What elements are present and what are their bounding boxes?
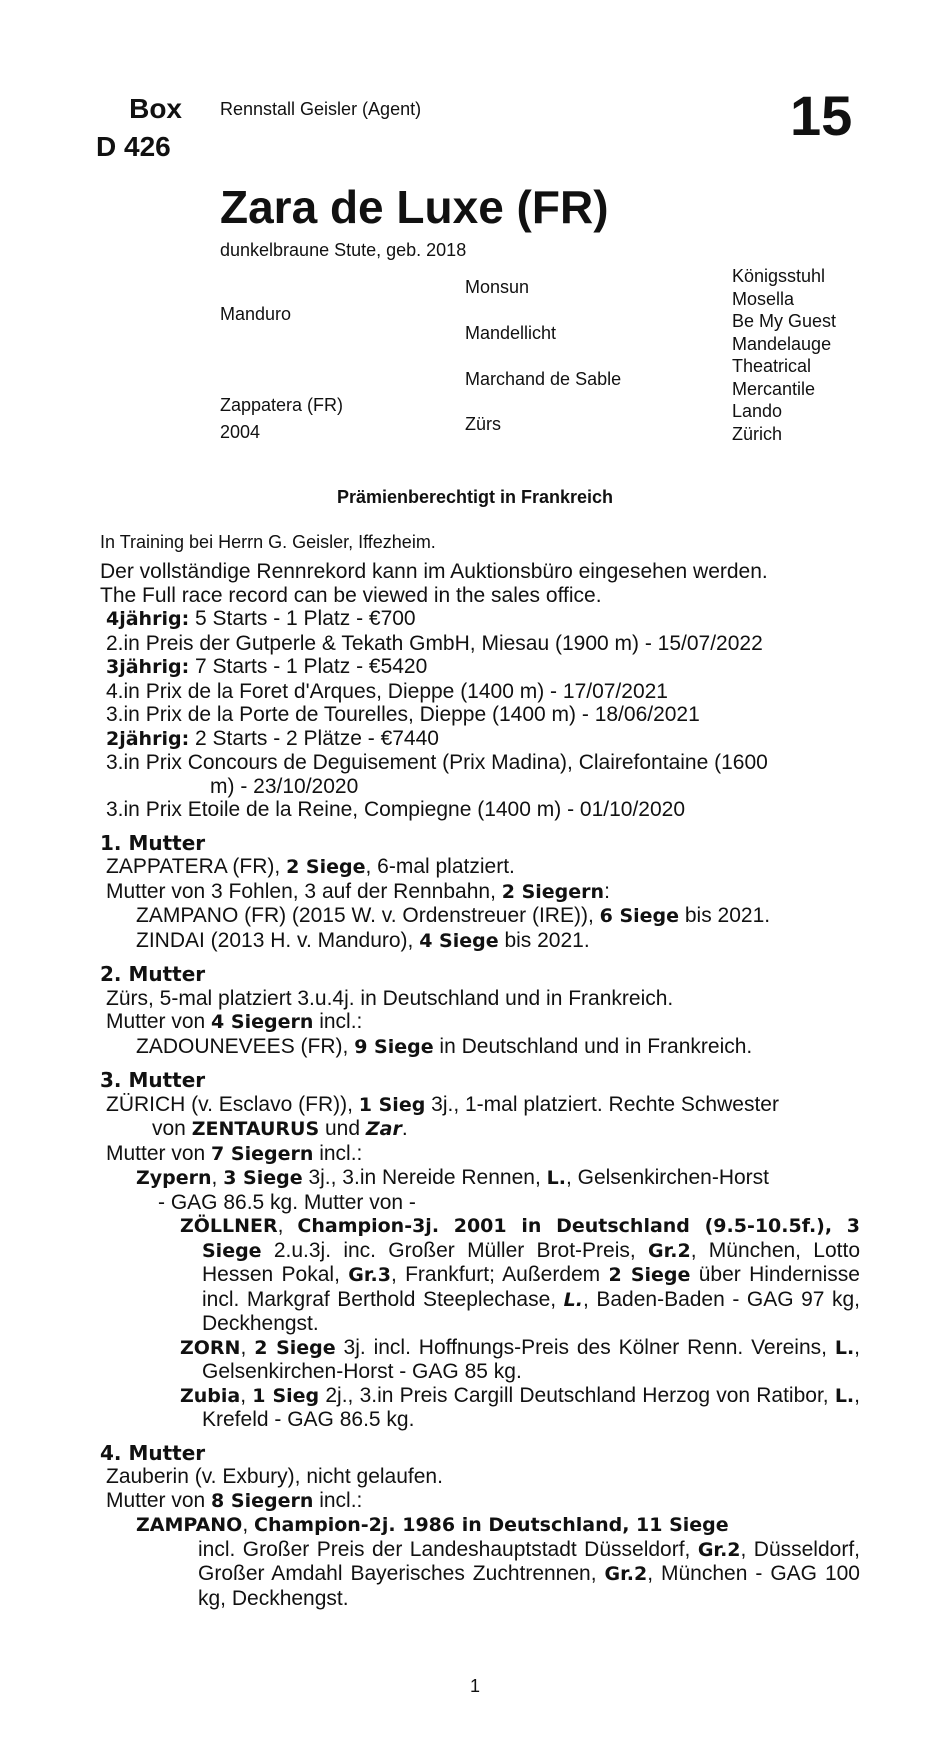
dam3-line: Mutter von 7 Siegern incl.: <box>106 1141 363 1165</box>
pedigree-great-grandparent: Theatrical <box>732 356 812 376</box>
pedigree-great-grandparent: Mandelauge <box>732 334 832 354</box>
year-4-summary: 4jährig: 5 Starts - 1 Platz - €700 <box>106 607 416 630</box>
pedigree-great-grandparent: Lando <box>732 401 783 421</box>
pedigree-dam-year: 2004 <box>220 422 261 442</box>
dam1-progeny: ZINDAI (2013 H. v. Manduro), 4 Siege bis 2021. <box>136 928 590 952</box>
dam1-line: ZAPPATERA (FR), 2 Siege, 6-mal platziert. <box>106 855 515 878</box>
dam3-line: von ZENTAURUS und Zar. <box>152 1117 408 1140</box>
year-3-summary: 3jährig: 7 Starts - 1 Platz - €5420 <box>106 655 428 678</box>
dam1-line: Mutter von 3 Fohlen, 3 auf der Rennbahn, 2 Siegern: <box>106 879 610 903</box>
dam2-line: Mutter von 4 Siegern incl.: <box>106 1010 363 1033</box>
pedigree-grandparent: Zürs <box>465 414 501 434</box>
race-line: 2.in Preis der Gutperle & Tekath GmbH, Miesau (1900 m) - 15/07/2022 <box>106 631 763 655</box>
lot-number: 15 <box>790 84 853 147</box>
dam4-progeny-zampano: ZAMPANO, Champion-2j. 1986 in Deutschland, 11 Siege <box>136 1513 729 1536</box>
dam3-progeny-zypern: Zypern, 3 Siege 3j., 3.in Nereide Rennen, L., Gelsenkirchen-Horst <box>136 1166 770 1189</box>
box-number: D 426 <box>96 131 171 162</box>
pedigree-great-grandparent: Zürich <box>732 424 783 444</box>
dam1-heading: 1. Mutter <box>100 830 206 855</box>
race-line: 3.in Prix de la Porte de Tourelles, Dieppe (1400 m) - 18/06/2021 <box>106 703 700 726</box>
horse-description: dunkelbraune Stute, geb. 2018 <box>220 240 467 260</box>
dam3-progeny-zoellner: ZÖLLNER, Champion-3j. 2001 in Deutschland (9.5-10.5f.), 3 Siege 2.u.3j. inc. Großer Müller Brot-Preis, Gr.2, München, Lotto Hessen Pokal, Gr.3, Frankfurt; Außerdem 2 Siege über Hindernisse incl. Markgraf Berthold Steeplechase, L., Baden-Baden - GAG 97 kg, Deckhengst. <box>180 1214 860 1335</box>
race-line: 3.in Prix Etoile de la Reine, Compiegne (1400 m) - 01/10/2020 <box>106 798 685 821</box>
pedigree-great-grandparent: Mosella <box>732 289 795 309</box>
race-line: 3.in Prix Concours de Deguisement (Prix Madina), Clairefontaine (1600 <box>106 751 768 774</box>
dam1-progeny: ZAMPANO (FR) (2015 W. v. Ordenstreuer (IRE)), 6 Siege bis 2021. <box>136 904 771 927</box>
pedigree-grandparent: Mandellicht <box>465 323 557 343</box>
page-number: 1 <box>469 1676 480 1696</box>
box-label: Box <box>129 93 182 124</box>
dam3-progeny-zypern-cont: - GAG 86.5 kg. Mutter von - <box>158 1190 416 1214</box>
dam3-progeny-zubia: Zubia, 1 Sieg 2j., 3.in Preis Cargill Deutschland Herzog von Ratibor, L., Krefeld - GAG 86.5 kg. <box>180 1383 860 1431</box>
dam4-line: Mutter von 8 Siegern incl.: <box>106 1488 363 1512</box>
pedigree-grandparent: Monsun <box>465 277 530 297</box>
pedigree-great-grandparent: Be My Guest <box>732 311 837 331</box>
race-line: 4.in Prix de la Foret d'Arques, Dieppe (1400 m) - 17/07/2021 <box>106 679 668 703</box>
dam4-progeny-zampano-cont: incl. Großer Preis der Landeshauptstadt Düsseldorf, Gr.2, Düsseldorf, Großer Amdahl Bayerisches Zuchtrennen, Gr.2, München - GAG 100 kg, Deckhengst. <box>198 1537 860 1610</box>
dam3-progeny-zorn: ZORN, 2 Siege 3j. incl. Hoffnungs-Preis des Kölner Renn. Vereins, L., Gelsenkirchen-Horst - GAG 85 kg. <box>180 1335 861 1383</box>
dam2-line: Zürs, 5-mal platziert 3.u.4j. in Deutschland und in Frankreich. <box>106 986 674 1010</box>
premium-note: Prämienberechtigt in Frankreich <box>336 487 614 507</box>
race-line-continuation: m) - 23/10/2020 <box>210 774 359 798</box>
training-note: In Training bei Herrn G. Geisler, Iffezheim. <box>100 532 436 552</box>
dam2-heading: 2. Mutter <box>100 962 206 986</box>
catalogue-body <box>100 560 860 1610</box>
year-2-summary: 2jährig: 2 Starts - 2 Plätze - €7440 <box>106 726 439 750</box>
consignor: Rennstall Geisler (Agent) <box>220 99 422 119</box>
pedigree-grandparent: Marchand de Sable <box>465 369 622 389</box>
pedigree-sire: Manduro <box>220 304 292 324</box>
horse-name: Zara de Luxe (FR) <box>220 181 609 233</box>
dam2-progeny: ZADOUNEVEES (FR), 9 Siege in Deutschland und in Frankreich. <box>136 1034 753 1058</box>
dam4-heading: 4. Mutter <box>100 1440 206 1465</box>
race-record-note-en: The Full race record can be viewed in the sales office. <box>100 583 602 607</box>
pedigree-dam: Zappatera (FR) <box>220 395 344 415</box>
race-record-note-de: Der vollständige Rennrekord kann im Auktionsbüro eingesehen werden. <box>100 560 768 583</box>
dam3-heading: 3. Mutter <box>100 1068 206 1092</box>
dam3-line: ZÜRICH (v. Esclavo (FR)), 1 Sieg 3j., 1-mal platziert. Rechte Schwester <box>106 1092 779 1116</box>
pedigree-great-grandparent: Mercantile <box>732 379 816 399</box>
pedigree-great-grandparent: Königsstuhl <box>732 266 826 286</box>
dam4-line: Zauberin (v. Exbury), nicht gelaufen. <box>106 1465 443 1488</box>
